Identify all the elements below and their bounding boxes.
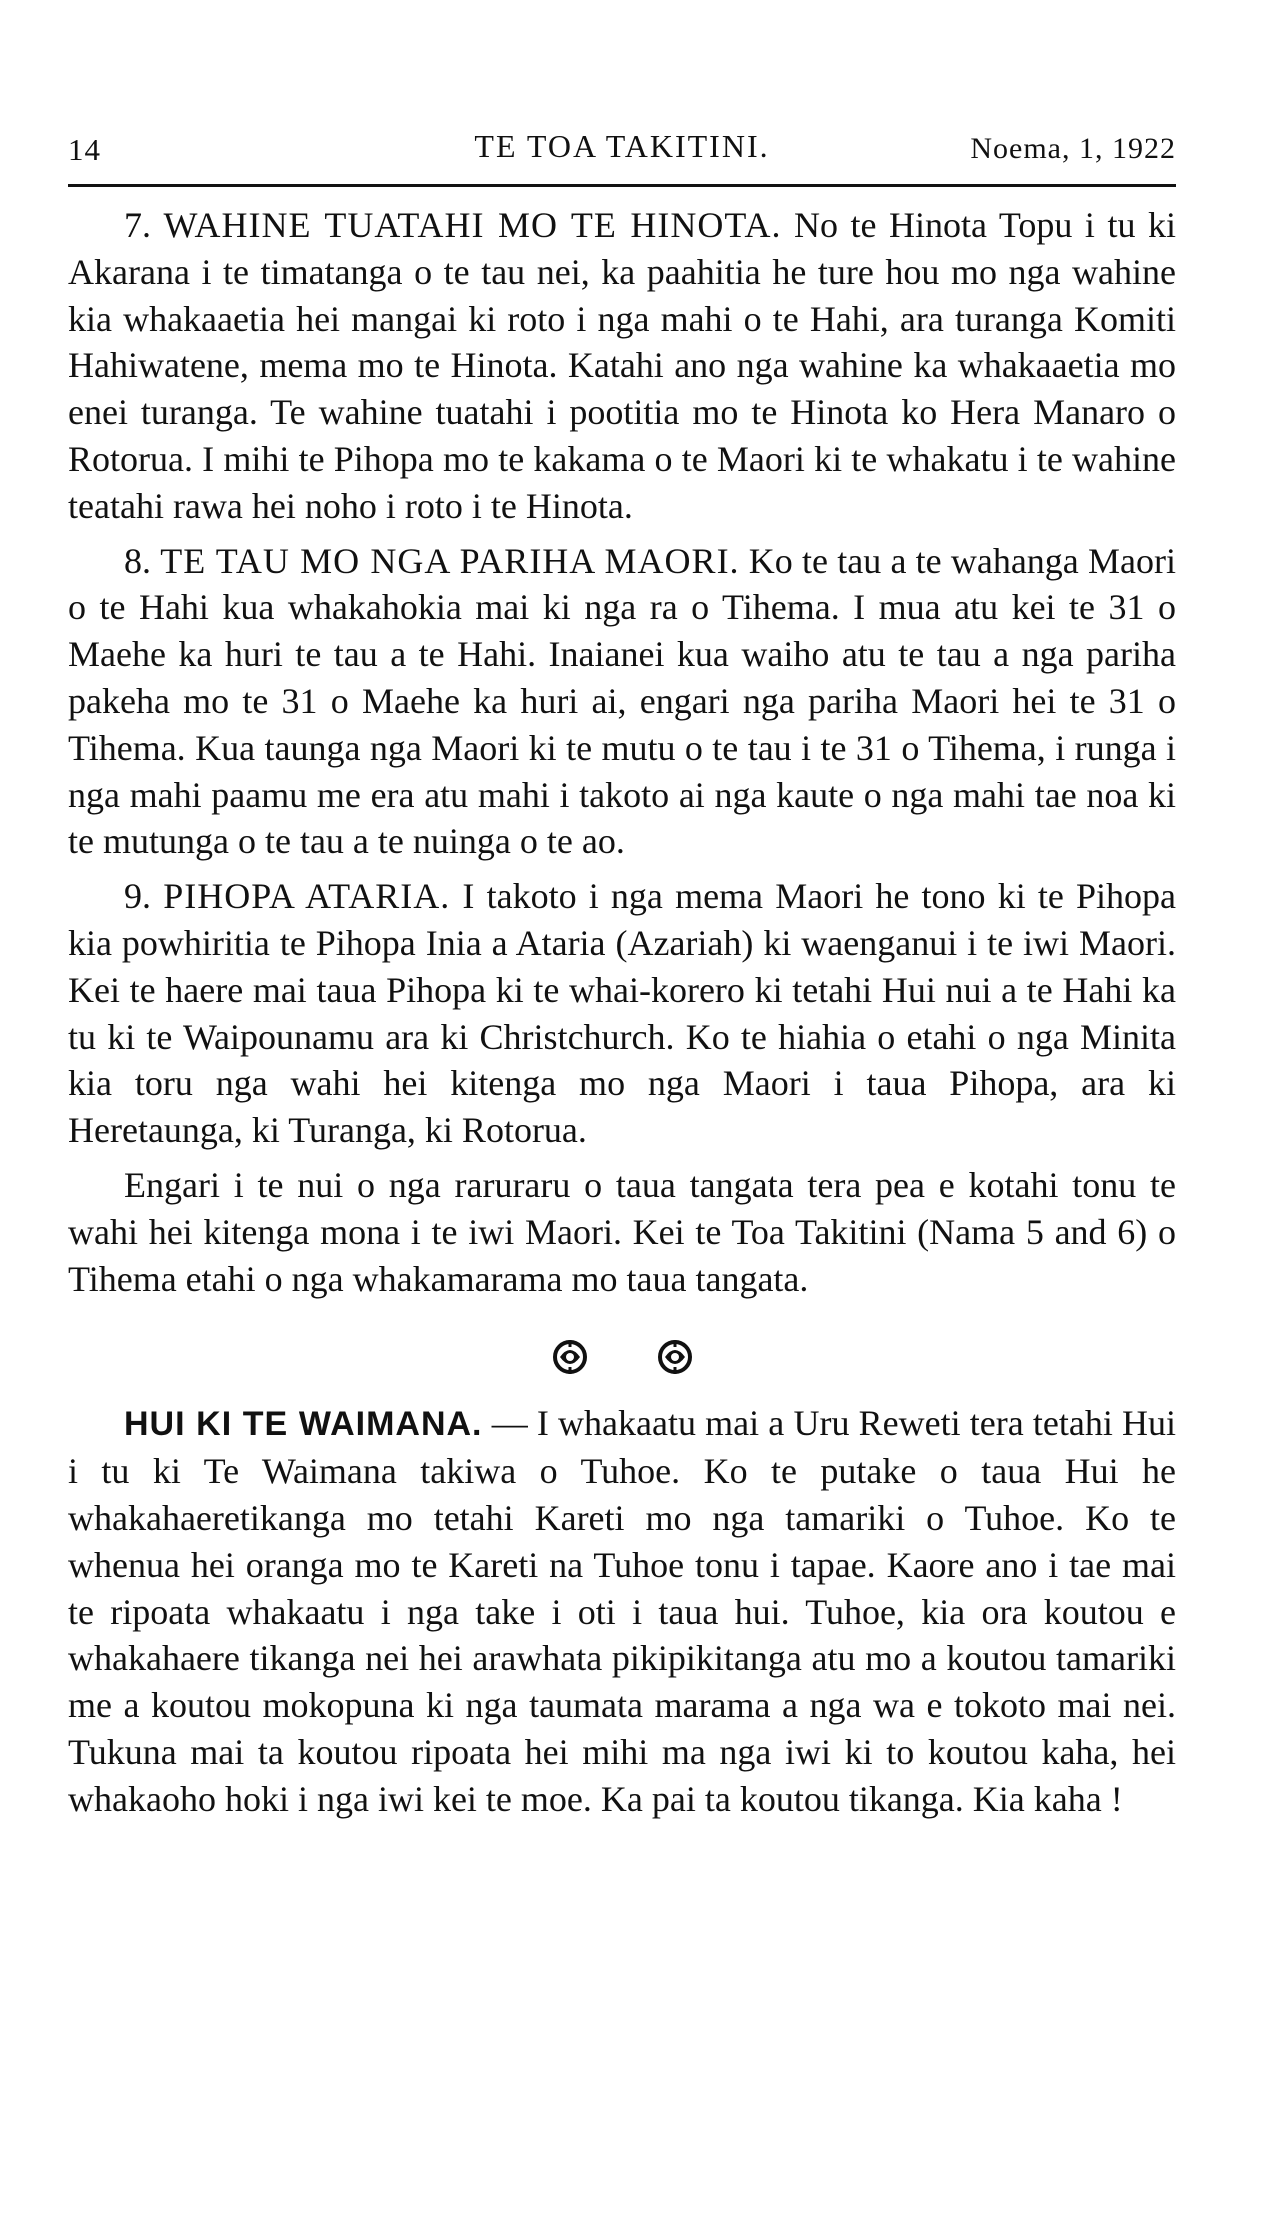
section-text: Engari i te nui o nga raruraru o taua tangata tera pea e kotahi tonu te wahi hei kitenga mona i te iwi Maori. Kei te Toa Takitini (Nama 5 and 6) o Tihema etahi o nga whakamarama mo taua tangata.	[68, 1164, 1176, 1299]
publication-title: TE TOA TAKITINI.	[474, 128, 770, 164]
section-text: I takoto i nga mema Maori he tono ki te Pihopa kia powhiritia te Pihopa Inia a Ataria (Azariah) ki waenganui i te iwi Maori. Kei te haere mai taua Pihopa ki te whai-korero ki tetahi Hui nui a te Hahi ka tu ki te Waipounamu ara ki Christchurch. Ko te hiahia o etahi o nga Minita kia toru nga wahi hei kitenga mo nga Maori i taua Pihopa, ara ki Heretaunga, ki Turanga, ki Rotorua.	[68, 876, 1177, 1151]
section-7	[68, 202, 1176, 530]
header-rule	[68, 184, 1176, 187]
fleuron-icon	[550, 1337, 590, 1377]
hui-article	[68, 1400, 1176, 1822]
section-heading: WAHINE TUATAHI MO TE HINOTA.	[163, 205, 782, 245]
hui-text: — I whakaatu mai a Uru Reweti tera tetahi Hui i tu ki Te Waimana takiwa o Tuhoe. Ko te putake o taua Hui he whakahaeretikanga mo tetahi Kareti mo nga tamariki o Tuhoe. Ko te whenua hei oranga mo te Kareti na Tuhoe tonu i tapae. Kaore ano i tae mai te ripoata whakaatu i nga take i oti i taua hui. Tuhoe, kia ora koutou e whakahaere tikanga nei hei arawhata pikipikitanga atu mo a koutou tamariki me a koutou mokopuna ki nga taumata marama a nga wa e tokoto mai nei. Tukuna mai ta koutou ripoata hei mihi ma nga iwi ki to koutou kaha, hei whakaoho hoki i nga iwi kei te moe. Ka pai ta koutou tikanga. Kia kaha !	[68, 1403, 1177, 1819]
section-heading: PIHOPA ATARIA.	[163, 876, 451, 917]
section-number: 9.	[124, 876, 151, 917]
section-heading: TE TAU MO NGA PARIHA MAORI.	[160, 540, 740, 581]
section-text: Ko te tau a te wahanga Maori o te Hahi kua whakahokia mai ki nga ra o Tihema. I mua atu kei te 31 o Maehe ka huri te tau a te Hahi. Inaianei kua waiho atu te tau a nga pariha pakeha mo te 31 o Maehe ka huri ai, engari nga pariha Maori hei te 31 o Tihema. Kua taunga nga Maori ki te mutu o te tau i te 31 o Tihema, i runga i nga mahi paamu me era atu mahi i takoto ai nga kaute o nga mahi tae noa ki te mutunga o te tau a te nuinga o te ao.	[68, 540, 1176, 862]
ornament-divider	[68, 1330, 1176, 1378]
section-number: 7.	[124, 205, 151, 245]
section-8	[68, 538, 1176, 866]
fleuron-icon	[655, 1337, 695, 1377]
section-number: 8.	[124, 540, 151, 581]
section-9-continued	[68, 1162, 1176, 1302]
section-text: No te Hinota Topu i tu ki Akarana i te timatanga o te tau nei, ka paahitia he ture hou mo nga wahine kia whakaaetia hei mangai ki roto i nga mahi o te Hahi, ara turanga Komiti Hahiwatene, mema mo te Hinota. Katahi ano nga wahine ka whakaaetia mo enei turanga. Te wahine tuatahi i pootitia mo te Hinota ko Hera Manaro o Rotorua. I mihi te Pihopa mo te kakama o te Maori ki te whakatu i te wahine teatahi rawa hei noho i roto i te Hinota.	[68, 205, 1176, 526]
issue-date: Noema, 1, 1922	[970, 132, 1176, 165]
hui-heading: HUI KI TE WAIMANA.	[124, 1405, 483, 1444]
article-body	[68, 202, 1176, 1831]
section-9	[68, 873, 1176, 1154]
page-number: 14	[68, 132, 101, 167]
page-header	[68, 128, 1176, 178]
